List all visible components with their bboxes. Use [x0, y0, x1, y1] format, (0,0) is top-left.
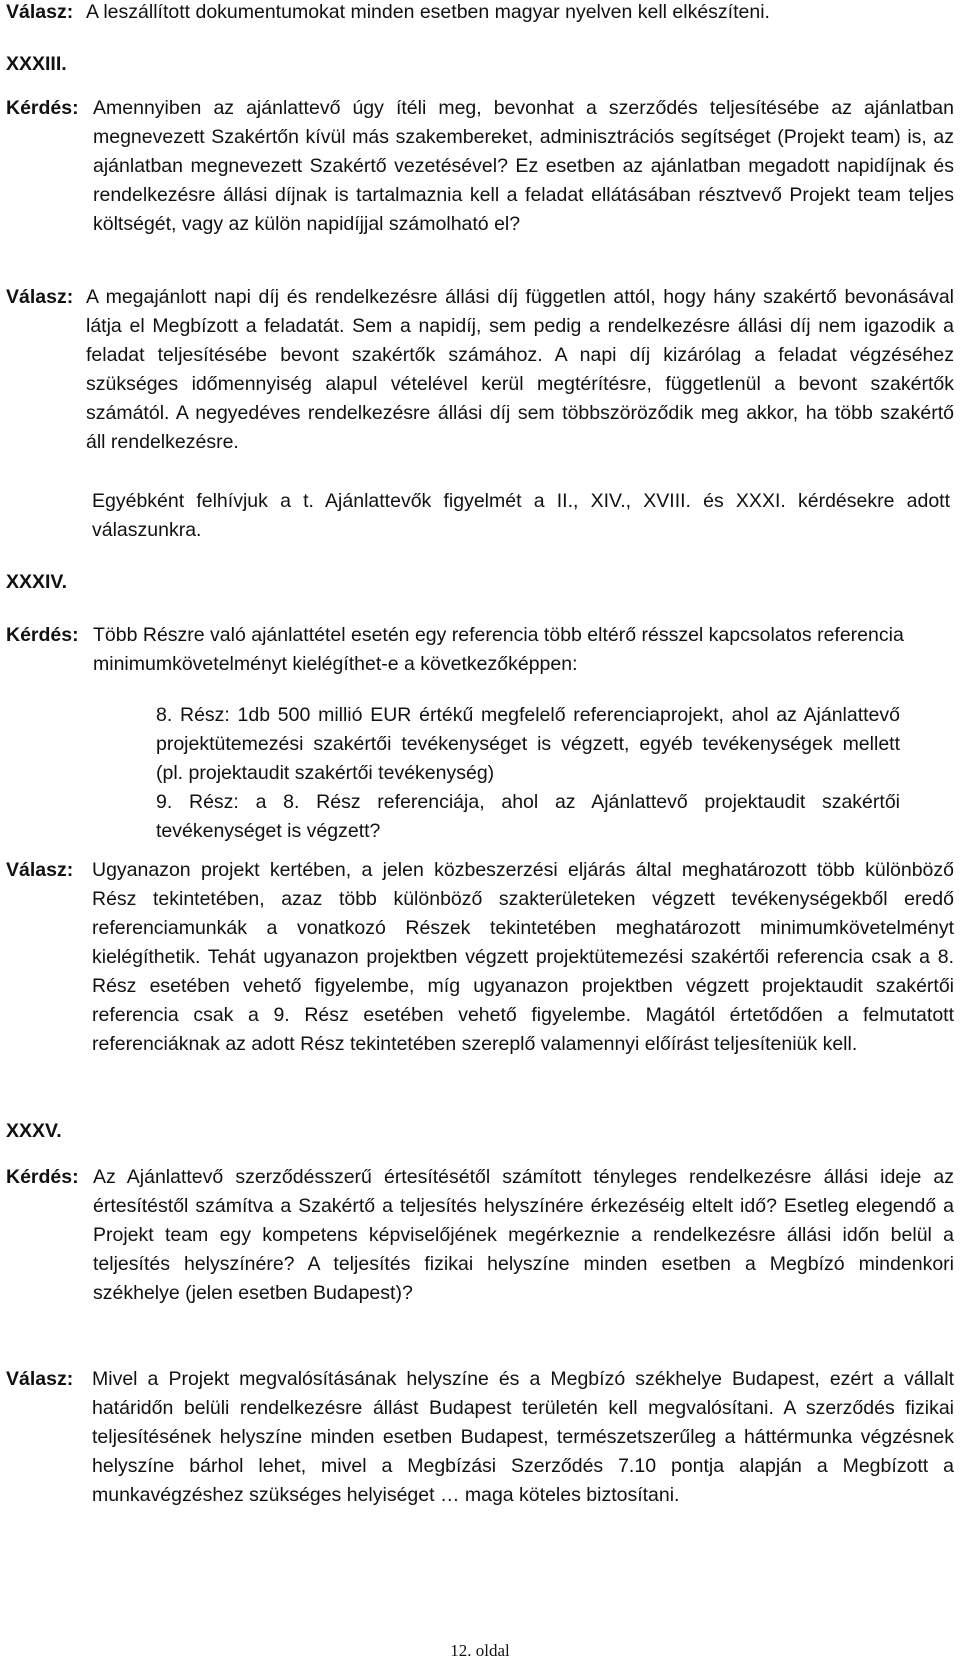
section-heading-xxxv: XXXV. [6, 1120, 62, 1142]
answer-text: Mivel a Projekt megvalósításának helyszíne és a Megbízó székhelye Budapest, ezért a vállalt határidőn belüli rendelkezésre állást Budapest területén kell megvalósítani. A szerződés fizikai teljesítésének helyszíne minden esetben Budapest, természetszerűleg a háttérmunka végzésnek helyszíne bárhol lehet, mivel a Megbízási Szerződés 7.10 pontja alapján a Megbízott a munkavégzéshez szükséges helyiséget … maga köteles biztosítani. [92, 1368, 954, 1506]
answer-block-0 [6, 0, 954, 27]
answer-label: Válasz: [6, 859, 74, 881]
section-heading-xxxiv: XXXIV. [6, 571, 68, 593]
answer-label: Válasz: [6, 1, 74, 23]
answer-text: Ugyanazon projekt kertében, a jelen közbeszerzési eljárás által meghatározott több különböző Rész tekintetében, azaz több különböző szakterületeken végzett tevékenységekből eredő referenciamunkák a vonatkozó Részek tekintetében meghatározott minimumkövetelményt kielégíthetik. Tehát ugyanazon projektben végzett projektütemezési szakértői referencia csak a 8. Rész esetében vehető figyelembe, míg ugyanazon projektben végzett projektaudit szakértői referencia csak a 9. Rész esetében vehető figyelembe. Magától értetődően a felmutatott referenciáknak az adott Rész tekintetében szereplő valamennyi előírást teljesíteniük kell. [92, 859, 954, 1055]
answer-block-xxxiii [6, 283, 954, 457]
question-text: Több Részre való ajánlattétel esetén egy referencia több eltérő résszel kapcsolatos referencia minimumkövetelményt kielégíthet-e a következőképpen: [93, 624, 904, 675]
question-detail-part-9: 9. Rész: a 8. Rész referenciája, ahol az Ajánlattevő projektaudit szakértői tevékenységet is végzett? [156, 791, 900, 842]
question-label: Kérdés: [6, 97, 79, 119]
page-number-footer: 12. oldal [450, 1641, 510, 1660]
section-heading-xxxiii: XXXIII. [6, 53, 67, 75]
question-label: Kérdés: [6, 1166, 79, 1188]
answer-block-xxxiv [6, 856, 954, 1059]
question-label: Kérdés: [6, 624, 79, 646]
answer-extra-xxxiii [92, 487, 950, 545]
question-detail-xxxiv [156, 701, 900, 846]
answer-text: A megajánlott napi díj és rendelkezésre állási díj független attól, hogy hány szakértő bevonásával látja el Megbízott a feladatát. Sem a napidíj, sem pedig a rendelkezésre állási díj nem igazodik a feladat teljesítésébe bevont szakértők számához. A napi díj kizárólag a feladat végzéséhez szükséges időmennyiség alapul vételével kerül megtérítésre, függetlenül a bevont szakértők számától. A negyedéves rendelkezésre állási díj sem többszöröződik meg akkor, ha több szakértő áll rendelkezésre. [86, 286, 954, 453]
answer-label: Válasz: [6, 1368, 74, 1390]
answer-text: A leszállított dokumentumokat minden esetben magyar nyelven kell elkészíteni. [86, 1, 770, 23]
answer-extra-text: Egyébként felhívjuk a t. Ajánlattevők figyelmét a II., XIV., XVIII. és XXXI. kérdésekre adott válaszunkra. [92, 490, 950, 541]
question-text: Az Ajánlattevő szerződésszerű értesítésétől számított tényleges rendelkezésre állási ideje az értesítéstől számítva a Szakértő a teljesítés helyszínére érkezéséig eltelt idő? Esetleg elegendő a Projekt team egy kompetens képviselőjének megérkeznie a rendelkezésre állási időn belül a teljesítés helyszínére? A teljesítés fizikai helyszíne minden esetben a Megbízó mindenkori székhelye (jelen esetben Budapest)? [93, 1166, 954, 1304]
answer-block-xxxv [6, 1365, 954, 1510]
question-text: Amennyiben az ajánlattevő úgy ítéli meg, bevonhat a szerződés teljesítésébe az ajánlatban megnevezett Szakértőn kívül más szakembereket, adminisztrációs segítséget (Projekt team) is, az ajánlatban megnevezett Szakértő vezetésével? Ez esetben az ajánlatban megadott napidíjnak és rendelkezésre állási díjnak is tartalmaznia kell a feladat ellátásában résztvevő Projekt team teljes költségét, vagy az külön napidíjjal számolható el? [93, 97, 954, 235]
answer-label: Válasz: [6, 286, 74, 308]
question-detail-part-8: 8. Rész: 1db 500 millió EUR értékű megfelelő referenciaprojekt, ahol az Ajánlattevő projektütemezési szakértői tevékenységet is végzett, egyéb tevékenységek mellett (pl. projektaudit szakértői tevékenység) [156, 704, 900, 784]
question-block-xxxv [6, 1163, 954, 1308]
question-block-xxxiii [6, 94, 954, 239]
question-block-xxxiv [6, 621, 954, 679]
